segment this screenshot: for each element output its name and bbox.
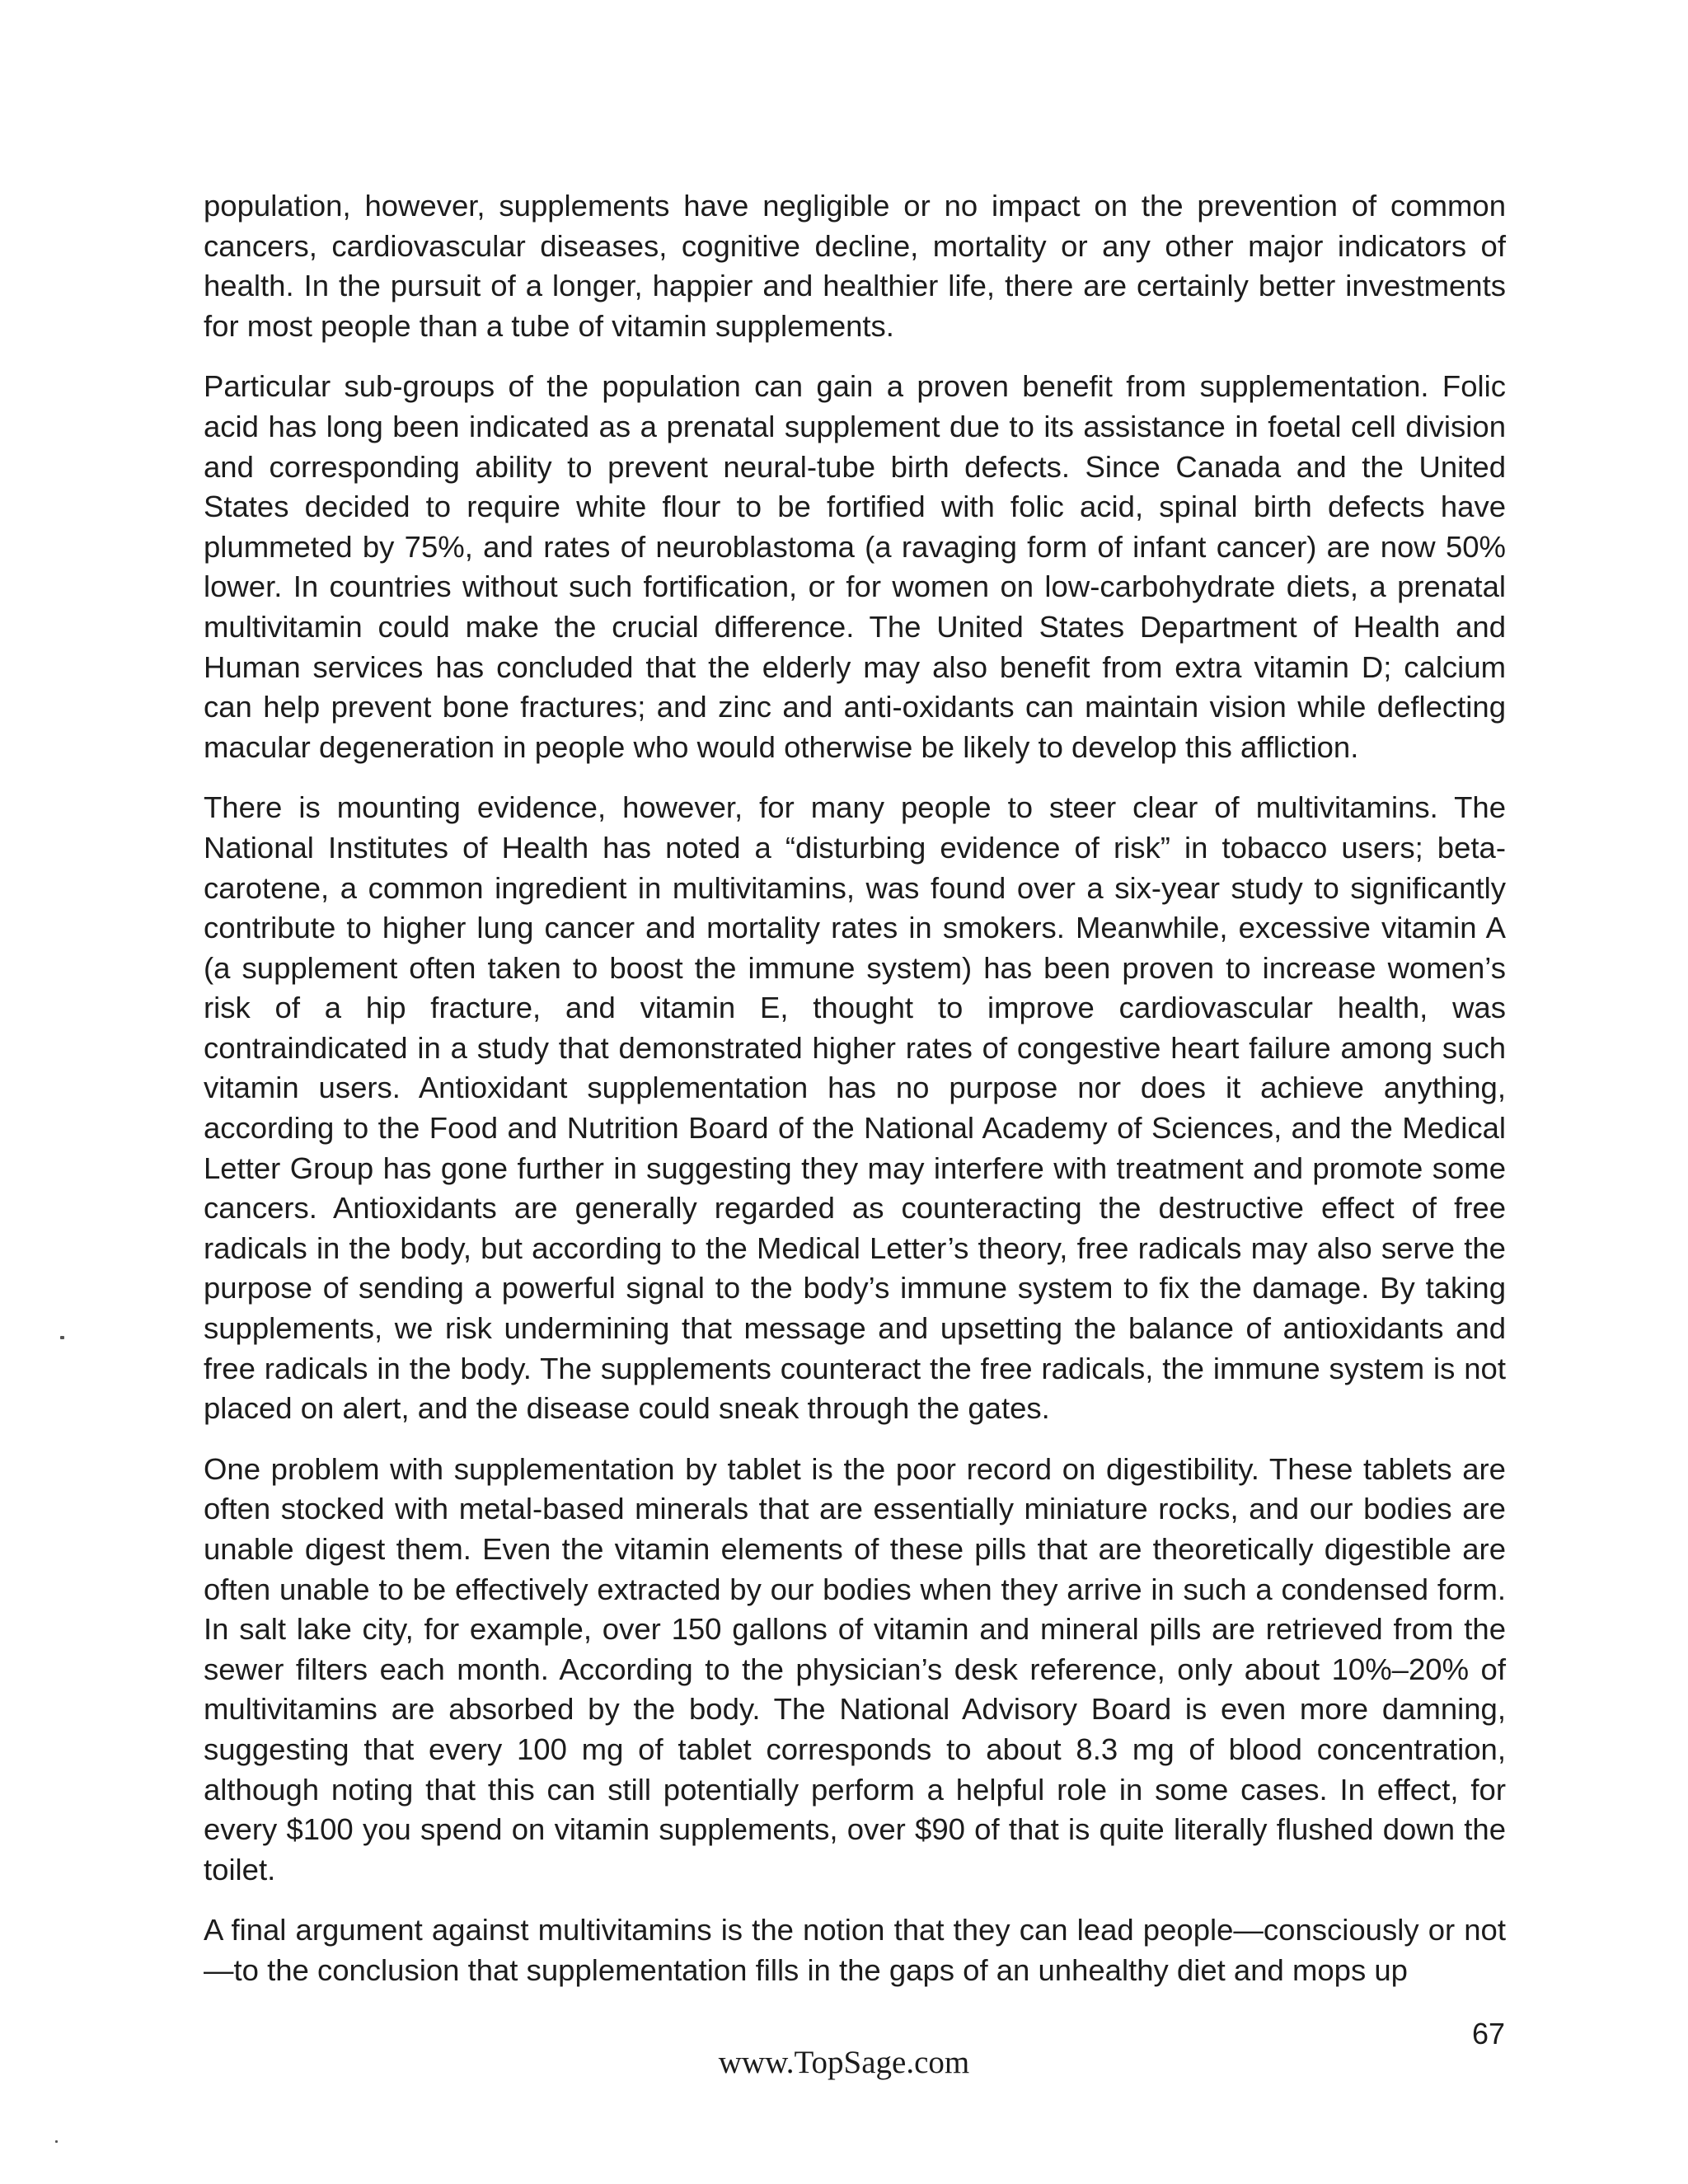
paragraph-4: One problem with supplementation by tablet is the poor record on digestibility. These tablets are often stocked with metal-based minerals that are essentially miniature rocks, and our bodies are unable digest them. Even the vitamin elements of these pills that are theoretically digestible are often unable to be effectively extracted by our bodies when they arrive in such a condensed form. In salt lake city, for example, over 150 gallons of vitamin and mineral pills are retrieved from the sewer filters each month. According to the physician’s desk reference, only about 10%–20% of multivitamins are absorbed by the body. The National Advisory Board is even more damning, suggesting that every 100 mg of tablet corresponds to about 8.3 mg of blood concentration, although noting that this can still potentially perform a helpful role in some cases. In effect, for every $100 you spend on vitamin supplements, over $90 of that is quite literally flushed down the toilet. — [204, 1451, 1506, 1886]
scan-speck — [60, 1336, 64, 1339]
paragraph-5: A final argument against multivitamins is the notion that they can lead people—consciously or not—to the conclusion that supplementation fills in the gaps of an unhealthy diet and mops up — [204, 1913, 1506, 1987]
page-number: 67 — [1471, 2017, 1505, 2050]
footer-url: www.TopSage.com — [718, 2045, 970, 2080]
paragraph-1: population, however, supplements have negligible or no impact on the prevention of common cancers, cardiovascular diseases, cognitive decline, mortality or any other major indicators of health. In the pursuit of a longer, happier and healthier life, there are certainly better investments for most people than a tube of vitamin supplements. — [204, 189, 1506, 343]
body-text — [204, 186, 1506, 2012]
paragraph-2: Particular sub-groups of the population can gain a proven benefit from supplementation. Folic acid has long been indicated as a prenatal supplement due to its assistance in foetal cell division and corresponding ability to prevent neural-tube birth defects. Since Canada and the United States decided to require white flour to be fortified with folic acid, spinal birth defects have plummeted by 75%, and rates of neuroblastoma (a ravaging form of infant cancer) are now 50% lower. In countries without such fortification, or for women on low-carbohydrate diets, a prenatal multivitamin could make the crucial difference. The United States Department of Health and Human services has concluded that the elderly may also benefit from extra vitamin D; calcium can help prevent bone fractures; and zinc and anti-oxidants can maintain vision while deflecting macular degeneration in people who would otherwise be likely to develop this affliction. — [204, 369, 1506, 764]
scan-speck — [55, 2140, 58, 2143]
paragraph-3: There is mounting evidence, however, for many people to steer clear of multivitamins. The National Institutes of Health has noted a “disturbing evidence of risk” in tobacco users; beta-carotene, a common ingredient in multivitamins, was found over a six-year study to significantly contribute to higher lung cancer and mortality rates in smokers. Meanwhile, excessive vitamin A (a supplement often taken to boost the immune system) has been proven to increase women’s risk of a hip fracture, and vitamin E, thought to improve cardiovascular health, was contraindicated in a study that demonstrated higher rates of congestive heart failure among such vitamin users. Antioxidant supplementation has no purpose nor does it achieve anything, according to the Food and Nutrition Board of the National Academy of Sciences, and the Medical Letter Group has gone further in suggesting they may interfere with treatment and promote some cancers. Antioxidants are generally regarded as counteracting the destructive effect of free radicals in the body, but according to the Medical Letter’s theory, free radicals may also serve the purpose of sending a powerful signal to the body’s immune system to fix the damage. By taking supplements, we risk undermining that message and upsetting the balance of antioxidants and free radicals in the body. The supplements counteract the free radicals, the immune system is not placed on alert, and the disease could sneak through the gates. — [204, 790, 1506, 1426]
